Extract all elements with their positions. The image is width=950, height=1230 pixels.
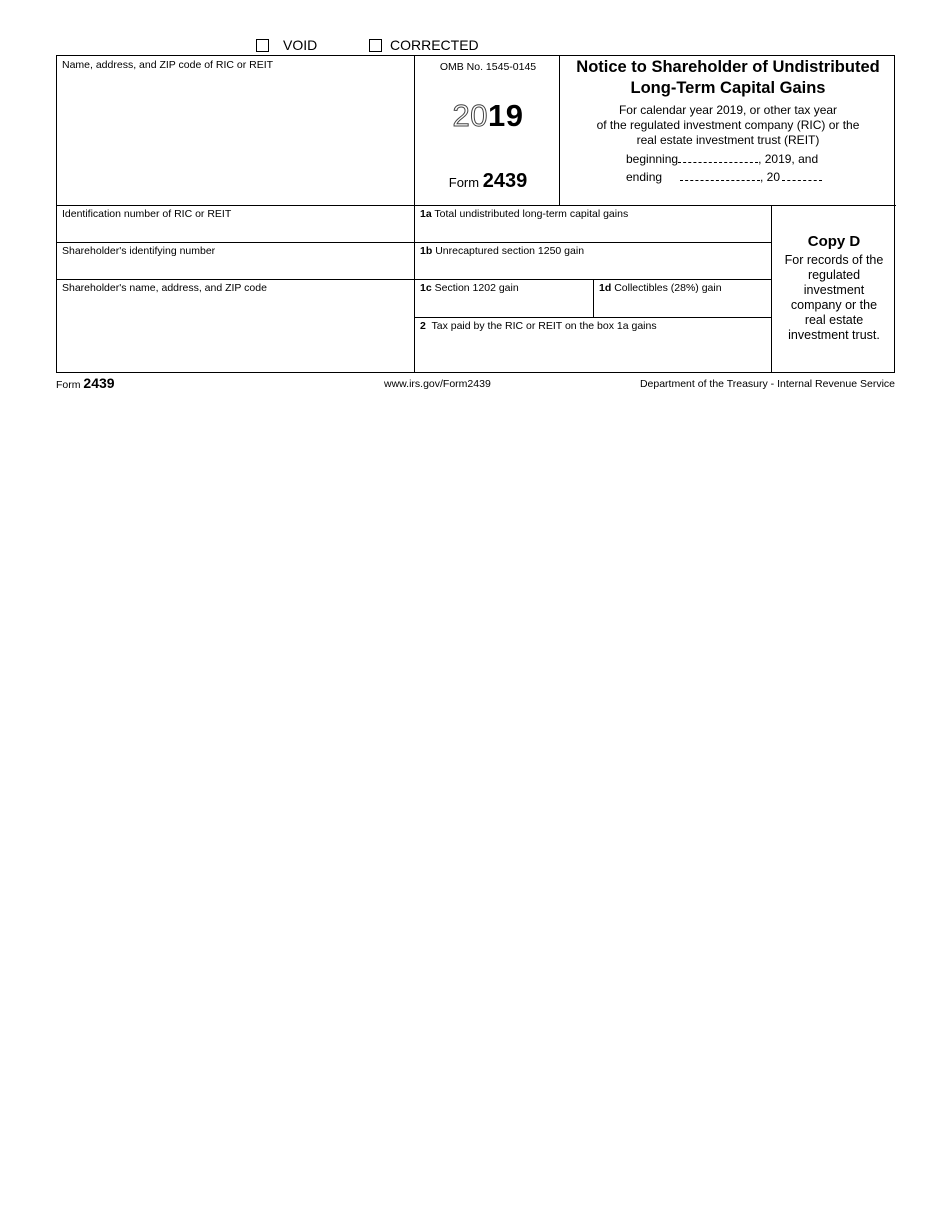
form-footer	[56, 373, 895, 393]
copy-line1: For records of the	[784, 253, 884, 267]
copy-line4: company or the	[790, 298, 878, 312]
ending-date-field[interactable]	[680, 171, 760, 181]
tax-year-solid: 19	[488, 98, 524, 133]
tax-year	[415, 98, 561, 134]
beginning-label: beginning	[626, 152, 679, 166]
beginning-row	[626, 152, 818, 166]
box-2-label: Tax paid by the RIC or REIT on the box 1a gains	[431, 320, 657, 332]
beginning-date-field[interactable]	[678, 153, 758, 163]
void-label: VOID	[283, 37, 318, 53]
ending-year-field[interactable]	[782, 171, 822, 181]
footer-form-word: Form	[56, 379, 81, 391]
footer-url: www.irs.gov/Form2439	[384, 378, 491, 390]
void-checkbox[interactable]	[256, 37, 317, 53]
footer-form-id	[56, 375, 115, 391]
copy-text	[772, 253, 896, 343]
box-1a-field[interactable]	[415, 206, 771, 242]
omb-number: OMB No. 1545-0145	[439, 61, 537, 73]
box-1c-field[interactable]	[415, 280, 593, 317]
corrected-checkbox[interactable]	[369, 37, 479, 53]
shareholder-id-field[interactable]	[57, 243, 414, 279]
box-1d-field[interactable]	[594, 280, 771, 317]
form-word: Form	[448, 175, 480, 190]
payer-name-label: Name, address, and ZIP code of RIC or REIT	[62, 59, 274, 71]
corrected-label: CORRECTED	[390, 37, 479, 53]
form-title	[560, 56, 896, 99]
form-number: 2439	[482, 170, 528, 192]
tax-year-outline: 20	[452, 98, 488, 133]
copy-heading: Copy D	[807, 233, 861, 250]
shareholder-name-label: Shareholder's name, address, and ZIP code	[62, 282, 267, 294]
copy-line5: real estate	[804, 313, 864, 327]
box-1a-label: Total undistributed long-term capital gains	[434, 208, 629, 220]
desc-line3: real estate investment trust (REIT)	[636, 133, 820, 147]
copy-line2: regulated	[807, 268, 861, 282]
void-checkbox-box[interactable]	[256, 39, 269, 52]
desc-line1: For calendar year 2019, or other tax year	[618, 103, 838, 117]
box-1a-number: 1a	[420, 208, 432, 220]
box-1d-label: Collectibles (28%) gain	[614, 282, 722, 294]
form-title-line1: Notice to Shareholder of Undistributed	[576, 58, 880, 76]
form-title-line2: Long-Term Capital Gains	[630, 79, 826, 97]
payer-name-field[interactable]	[57, 56, 414, 205]
corrected-checkbox-box[interactable]	[369, 39, 382, 52]
form-number-header	[415, 170, 561, 193]
box-1b-field[interactable]	[415, 243, 771, 279]
box-2-number: 2	[420, 320, 426, 332]
payer-id-label: Identification number of RIC or REIT	[62, 208, 232, 220]
box-1b-label: Unrecaptured section 1250 gain	[435, 245, 585, 257]
tax-year-description	[560, 103, 896, 148]
ending-label: ending	[626, 170, 663, 184]
copy-line3: investment	[803, 283, 865, 297]
box-1c-number: 1c	[420, 282, 432, 294]
box-1d-number: 1d	[599, 282, 612, 294]
copy-line6: investment trust.	[788, 328, 880, 342]
footer-form-number: 2439	[83, 375, 115, 391]
box-1c-label: Section 1202 gain	[434, 282, 519, 294]
ending-suffix: , 20	[760, 170, 781, 184]
box-1b-number: 1b	[420, 245, 433, 257]
copy-designation	[772, 232, 896, 343]
shareholder-name-field[interactable]	[57, 280, 414, 372]
footer-agency: Department of the Treasury - Internal Revenue Service	[639, 378, 895, 390]
shareholder-id-label: Shareholder's identifying number	[62, 245, 216, 257]
box-2-field[interactable]	[415, 318, 771, 372]
beginning-suffix: , 2019, and	[758, 152, 819, 166]
desc-line2: of the regulated investment company (RIC) or the	[596, 118, 860, 132]
payer-id-field[interactable]	[57, 206, 414, 242]
status-checkboxes	[0, 37, 950, 55]
ending-row	[626, 170, 822, 184]
form-2439	[56, 55, 895, 373]
